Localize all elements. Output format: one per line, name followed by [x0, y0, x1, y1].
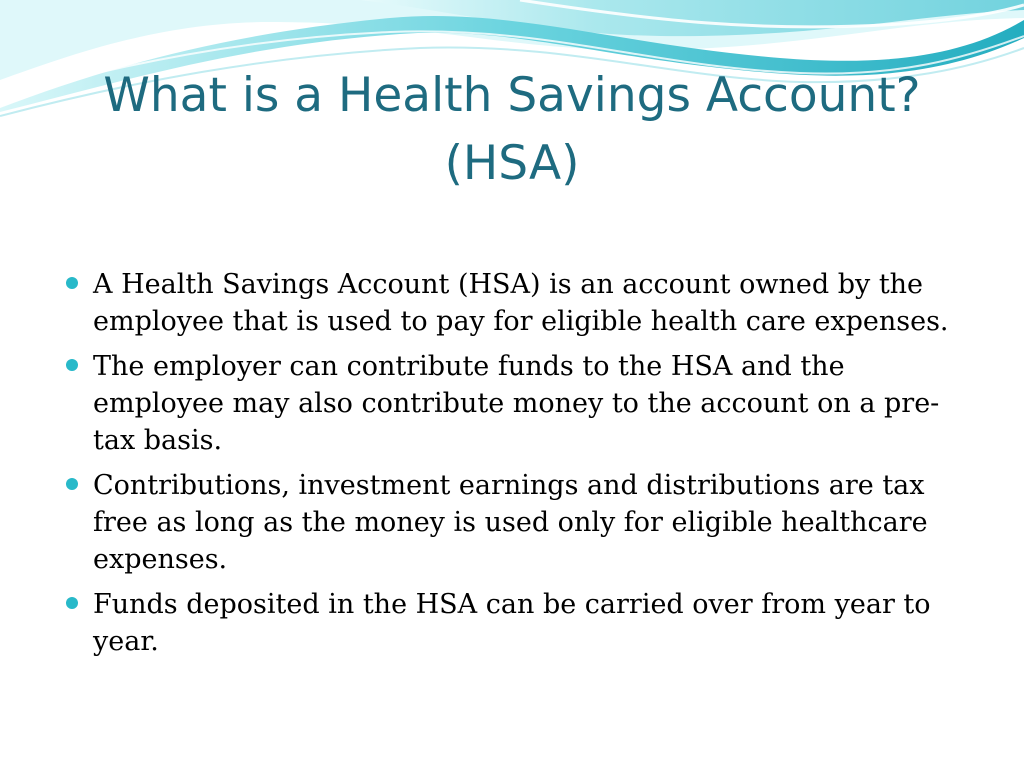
bullet-list [62, 266, 962, 668]
bullet-item-contributions [62, 348, 962, 459]
slide-title [40, 62, 984, 198]
bullet-item-tax-free [62, 467, 962, 578]
slide-title-line-2: (HSA) [444, 136, 580, 191]
bullet-text-carryover: Funds deposited in the HSA can be carried over from year to year. [93, 589, 931, 657]
bullet-item-ownership [62, 266, 962, 340]
bullet-icon [66, 359, 78, 371]
bullet-icon [66, 597, 78, 609]
bullet-text-ownership: A Health Savings Account (HSA) is an account owned by the employee that is used to pay for eligible health care expenses. [93, 269, 949, 337]
bullet-item-carryover [62, 586, 962, 660]
bullet-text-tax-free: Contributions, investment earnings and distributions are tax free as long as the money is used only for eligible healthcare expenses. [93, 470, 928, 575]
bullet-text-contributions: The employer can contribute funds to the HSA and the employee may also contribute money to the account on a pre-tax basis. [93, 351, 940, 456]
bullet-icon [66, 478, 78, 490]
bullet-icon [66, 277, 78, 289]
slide-title-line-1: What is a Health Savings Account? [103, 68, 921, 123]
